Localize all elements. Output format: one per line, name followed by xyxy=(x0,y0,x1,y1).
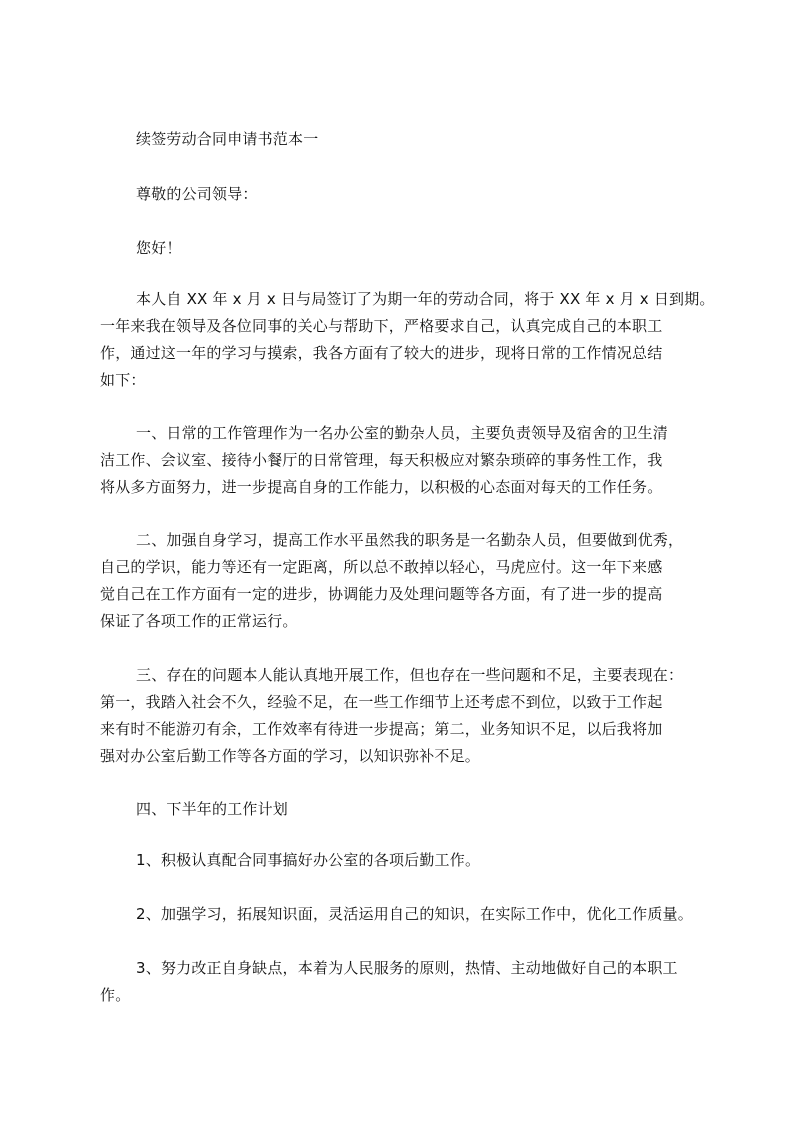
paragraph-line: 二、加强自身学习，提高工作水平虽然我的职务是一名勤杂人员，但要做到优秀， xyxy=(136,531,684,549)
plan-item-text: 1、积极认真配合同事搞好办公室的各项后勤工作。 xyxy=(136,851,481,869)
paragraph-line: 觉自己在工作方面有一定的进步，协调能力及处理问题等各方面，有了进一步的提高 xyxy=(100,585,663,603)
paragraph-daily-work xyxy=(100,420,720,501)
plan-item-text: 作。 xyxy=(100,986,131,1004)
plan-item-2 xyxy=(100,901,756,928)
greeting xyxy=(100,235,756,262)
greeting-text: 您好！ xyxy=(136,239,182,257)
section-heading-plan xyxy=(100,796,756,823)
paragraph-line: 本人自 XX 年 x 月 x 日与局签订了为期一年的劳动合同，将于 XX 年 x 月 x 日到期。 xyxy=(136,290,715,308)
paragraph-line: 强对办公室后勤工作等各方面的学习，以知识弥补不足。 xyxy=(100,747,481,765)
salutation-text: 尊敬的公司领导： xyxy=(136,185,258,203)
plan-item-1 xyxy=(100,847,756,874)
paragraph-self-study xyxy=(100,527,720,635)
salutation xyxy=(100,181,756,208)
paragraph-line: 洁工作、会议室、接待小餐厅的日常管理，每天积极应对繁杂琐碎的事务性工作，我 xyxy=(100,451,663,469)
paragraph-line: 保证了各项工作的正常运行。 xyxy=(100,612,298,630)
section-heading-text: 四、下半年的工作计划 xyxy=(136,800,289,818)
paragraph-line: 来有时不能游刃有余，工作效率有待进一步提高；第二，业务知识不足，以后我将加 xyxy=(100,720,663,738)
title-text: 续签劳动合同申请书范本一 xyxy=(136,130,319,148)
document-title xyxy=(100,126,756,153)
paragraph-problems xyxy=(100,662,720,770)
paragraph-line: 如下： xyxy=(100,371,146,389)
plan-item-text: 2、加强学习，拓展知识面，灵活运用自己的知识，在实际工作中，优化工作质量。 xyxy=(136,905,693,923)
paragraph-line: 第一，我踏入社会不久，经验不足，在一些工作细节上还考虑不到位，以致于工作起 xyxy=(100,693,663,711)
paragraph-intro xyxy=(100,286,720,394)
paragraph-line: 三、存在的问题本人能认真地开展工作，但也存在一些问题和不足，主要表现在： xyxy=(136,666,684,684)
plan-item-3 xyxy=(100,955,720,1009)
plan-item-text: 3、努力改正自身缺点，本着为人民服务的原则，热情、主动地做好自己的本职工 xyxy=(136,959,678,977)
paragraph-line: 自己的学识，能力等还有一定距离，所以总不敢掉以轻心，马虎应付。这一年下来感 xyxy=(100,558,663,576)
paragraph-line: 将从多方面努力，进一步提高自身的工作能力，以积极的心态面对每天的工作任务。 xyxy=(100,478,663,496)
paragraph-line: 一、日常的工作管理作为一名办公室的勤杂人员，主要负责领导及宿舍的卫生清 xyxy=(136,424,669,442)
paragraph-line: 作，通过这一年的学习与摸索，我各方面有了较大的进步，现将日常的工作情况总结 xyxy=(100,344,663,362)
paragraph-line: 一年来我在领导及各位同事的关心与帮助下，严格要求自己，认真完成自己的本职工 xyxy=(100,317,663,335)
